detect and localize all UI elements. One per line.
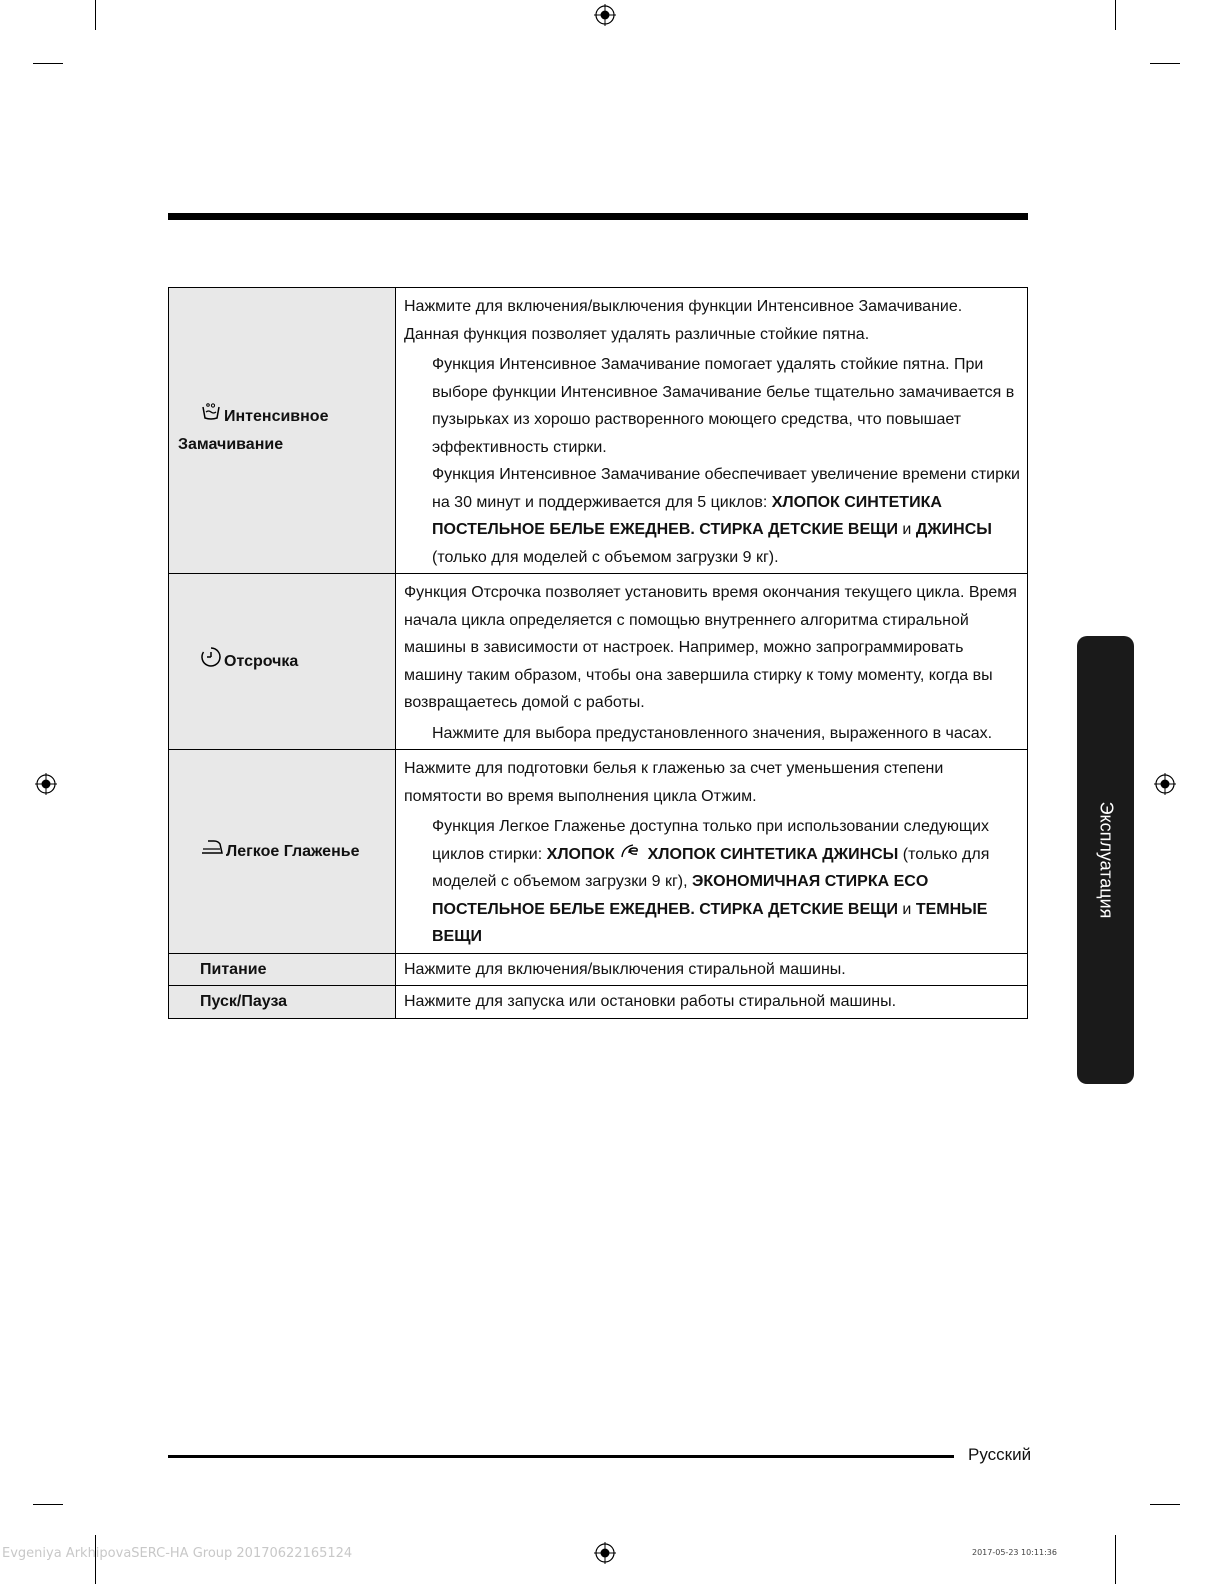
cycle-keyword: ЭКОНОМИЧНАЯ СТИРКА ECO ПОСТЕЛЬНОЕ БЕЛЬЕ ЕЖЕДНЕВ. СТИРКА ДЕТСКИЕ ВЕЩИ	[432, 873, 929, 918]
bullet-text: (только для моделей с объемом загрузки 9 кг).	[432, 548, 779, 566]
description-bullet: Нажмите для выбора предустановленного значения, выраженного в часах.	[432, 724, 993, 742]
crop-mark	[33, 63, 63, 64]
feature-label-cell	[169, 574, 396, 750]
feature-description-cell	[396, 953, 1028, 986]
table-row	[169, 288, 1028, 574]
feature-label-line2: Замачивание	[178, 435, 284, 453]
crop-mark	[1150, 63, 1180, 64]
cycle-keyword: ХЛОПОК	[546, 845, 615, 863]
footer-rule	[168, 1455, 954, 1458]
feature-label: Питание	[200, 960, 267, 978]
feature-description-cell	[396, 288, 1028, 574]
bullet-text: (только для моделей с объемом загрузки 9 кг),	[432, 845, 990, 891]
registration-mark-icon	[594, 1542, 616, 1564]
cycle-keyword: ТЕМНЫЕ ВЕЩИ	[432, 900, 988, 946]
registration-mark-icon	[35, 773, 57, 795]
table-row	[169, 750, 1028, 954]
description-text: Данная функция позволяет удалять различные стойкие пятна.	[404, 325, 870, 343]
feature-label: Легкое Глаженье	[226, 842, 360, 860]
chapter-tab-label: Эксплуатация	[1096, 801, 1116, 919]
footer-print-date: 2017-05-23 10:11:36	[972, 1548, 1057, 1557]
description-bullet	[404, 813, 1021, 951]
feature-description-cell	[396, 986, 1028, 1019]
crop-mark	[33, 1504, 63, 1505]
feature-table	[168, 287, 1028, 1019]
eco-bubble-icon	[619, 841, 641, 869]
section-top-rule	[168, 213, 1028, 220]
feature-label-cell	[169, 750, 396, 954]
feature-label: Отсрочка	[224, 652, 299, 670]
crop-mark	[1115, 0, 1116, 30]
bullet-text: и	[902, 900, 912, 918]
cycle-keyword: ДЖИНСЫ	[915, 521, 992, 538]
table-row	[169, 986, 1028, 1019]
description-text: Нажмите для включения/выключения стиральной машины.	[404, 960, 846, 978]
feature-label-cell	[169, 953, 396, 986]
feature-label: Интенсивное	[224, 407, 329, 425]
bullet-text: Функция Легкое Глаженье доступна только при использовании следующих циклов стирки:	[432, 818, 989, 863]
feature-description-cell	[396, 750, 1028, 954]
delay-end-icon	[200, 646, 222, 678]
footer-print-meta: Evgeniya ArkhipovaSERC-HA Group 20170622165124	[2, 1546, 353, 1561]
description-text: Нажмите для запуска или остановки работы стиральной машины.	[404, 993, 897, 1011]
table-row	[169, 574, 1028, 750]
cycle-keyword: ХЛОПОК СИНТЕТИКА ПОСТЕЛЬНОЕ БЕЛЬЕ ЕЖЕДНЕВ. СТИРКА ДЕТСКИЕ ВЕЩИ	[432, 493, 942, 538]
feature-description-cell	[396, 574, 1028, 750]
description-text: Функция Отсрочка позволяет установить время окончания текущего цикла. Время начала цикла определяется с помощью внутреннего алгоритма стиральной машины в зависимости от настроек. Например, можно запрограммировать машину таким образом, чтобы она завершила стирку к тому моменту, когда вы возвращаетесь домой с работы.	[404, 584, 1017, 711]
description-text: Нажмите для включения/выключения функции Интенсивное Замачивание.	[404, 298, 963, 315]
footer-language: Русский	[968, 1445, 1032, 1464]
crop-mark	[1150, 1504, 1180, 1505]
crop-mark	[95, 0, 96, 30]
description-text: Нажмите для подготовки белья к глаженью за счет уменьшения степени помятости во время выполнения цикла Отжим.	[404, 760, 944, 805]
description-bullet	[404, 461, 1021, 571]
bullet-text: и	[902, 521, 912, 538]
table-row	[169, 953, 1028, 986]
crop-mark	[1115, 1535, 1116, 1584]
iron-icon	[200, 838, 224, 866]
cycle-keyword: ХЛОПОК СИНТЕТИКА ДЖИНСЫ	[647, 845, 899, 863]
registration-mark-icon	[594, 4, 616, 26]
description-bullet: Функция Интенсивное Замачивание помогает удалять стойкие пятна. При выборе функции Интенсивное Замачивание белье тщательно замачивается в пузырьках из хорошо растворенного моющего средства, что повышает эффективность стирки.	[432, 356, 1015, 456]
feature-label-cell	[169, 986, 396, 1019]
registration-mark-icon	[1154, 773, 1176, 795]
feature-label: Пуск/Пауза	[200, 993, 288, 1011]
intensive-soak-icon	[200, 403, 222, 431]
chapter-side-tab	[1077, 636, 1134, 1084]
feature-label-cell	[169, 288, 396, 574]
bullet-text: Функция Интенсивное Замачивание обеспечивает увеличение времени стирки на 30 минут и поддерживается для 5 циклов:	[432, 466, 1020, 511]
